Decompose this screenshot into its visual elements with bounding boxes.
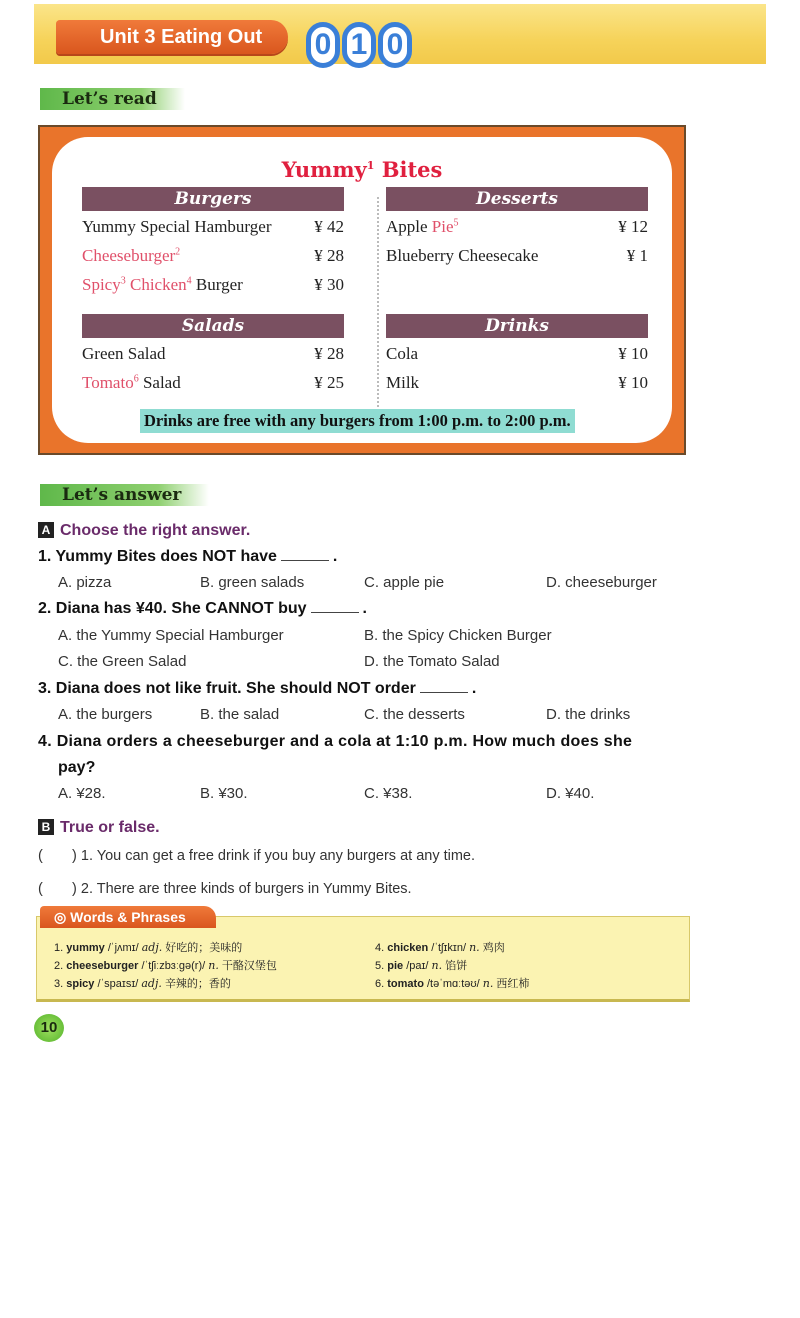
- option[interactable]: D. the drinks: [546, 706, 631, 723]
- option[interactable]: C. apple pie: [364, 574, 445, 591]
- page-number: 10: [34, 1014, 64, 1042]
- vocab-item: 2. cheeseburger /ˈtʃiːzbɜːgə(r)/ n. 干酪汉堡包: [54, 959, 277, 972]
- option[interactable]: B. the Spicy Chicken Burger: [364, 627, 552, 644]
- category-salads: Salads: [82, 314, 344, 338]
- question-4-cont: pay?: [58, 759, 96, 776]
- option[interactable]: B. ¥30.: [200, 785, 248, 802]
- category-burgers: Burgers: [82, 187, 344, 211]
- option[interactable]: A. the burgers: [58, 706, 153, 723]
- page-code-digit: 1: [342, 22, 376, 68]
- part-b-heading: B True or false.: [38, 819, 160, 837]
- question-3: 3. Diana does not like fruit. She should NOT order .: [38, 680, 477, 697]
- free-drinks-banner: Drinks are free with any burgers from 1:00 p.m. to 2:00 p.m.: [140, 409, 575, 433]
- menu-item: Cheeseburger$^2$ ¥ 28: [82, 246, 344, 265]
- lets-answer-label: Let’s answer: [40, 484, 209, 506]
- menu-item: Spicy$^3$ Chicken$^4$ Burger ¥ 30: [82, 275, 344, 294]
- menu-item: Blueberry Cheesecake ¥ 1: [386, 246, 648, 265]
- lets-read-label: Let’s read: [40, 88, 185, 110]
- question-4: 4. Diana orders a cheeseburger and a cola at 1:10 p.m. How much does she: [38, 733, 633, 750]
- option[interactable]: A. the Yummy Special Hamburger: [58, 627, 284, 644]
- menu-item: Milk ¥ 10: [386, 373, 648, 392]
- true-false-item: ( ) 2. There are three kinds of burgers in Yummy Bites.: [38, 881, 412, 897]
- category-drinks: Drinks: [386, 314, 648, 338]
- option[interactable]: D. the Tomato Salad: [364, 653, 500, 670]
- option[interactable]: D. ¥40.: [546, 785, 595, 802]
- menu-item: Apple Pie$^5$ ¥ 12: [386, 217, 648, 236]
- category-desserts: Desserts: [386, 187, 648, 211]
- vocab-item: 4. chicken /ˈtʃɪkɪn/ n. 鸡肉: [375, 941, 505, 954]
- option[interactable]: A. pizza: [58, 574, 112, 591]
- option[interactable]: C. ¥38.: [364, 785, 413, 802]
- option[interactable]: C. the desserts: [364, 706, 465, 723]
- vocab-item: 6. tomato /təˈmɑːtəʊ/ n. 西红柿: [375, 977, 530, 990]
- vocab-item: 1. yummy /ˈjʌmɪ/ adj. 好吃的；美味的: [54, 941, 243, 954]
- menu-card: [52, 137, 672, 443]
- menu-board: [38, 125, 686, 455]
- option[interactable]: A. ¥28.: [58, 785, 106, 802]
- menu-item: Tomato$^6$ Salad ¥ 25: [82, 373, 344, 392]
- option[interactable]: D. cheeseburger: [546, 574, 657, 591]
- unit-title: Unit 3 Eating Out: [56, 20, 288, 54]
- vocab-item: 3. spicy /ˈspaɪsɪ/ adj. 辛辣的；香的: [54, 977, 231, 990]
- page-code: [306, 22, 412, 68]
- menu-item: Cola ¥ 10: [386, 344, 648, 363]
- page-code-digit: 0: [306, 22, 340, 68]
- words-phrases-title: ◎ Words & Phrases: [40, 906, 216, 928]
- menu-title: Yummy$^1$ Bites: [281, 157, 443, 182]
- true-false-item: ( ) 1. You can get a free drink if you buy any burgers at any time.: [38, 848, 476, 864]
- option[interactable]: B. the salad: [200, 706, 280, 723]
- page-code-digit: 0: [378, 22, 412, 68]
- menu-item: Yummy Special Hamburger ¥ 42: [82, 217, 344, 236]
- question-2: 2. Diana has ¥40. She CANNOT buy .: [38, 600, 367, 617]
- header-bar: [34, 4, 766, 64]
- menu-item: Green Salad ¥ 28: [82, 344, 344, 363]
- vocab-item: 5. pie /paɪ/ n. 馅饼: [375, 959, 468, 972]
- part-a-heading: A Choose the right answer.: [38, 522, 250, 540]
- menu-divider: [377, 197, 379, 407]
- option[interactable]: B. green salads: [200, 574, 305, 591]
- question-1: 1. Yummy Bites does NOT have .: [38, 548, 338, 565]
- option[interactable]: C. the Green Salad: [58, 653, 187, 670]
